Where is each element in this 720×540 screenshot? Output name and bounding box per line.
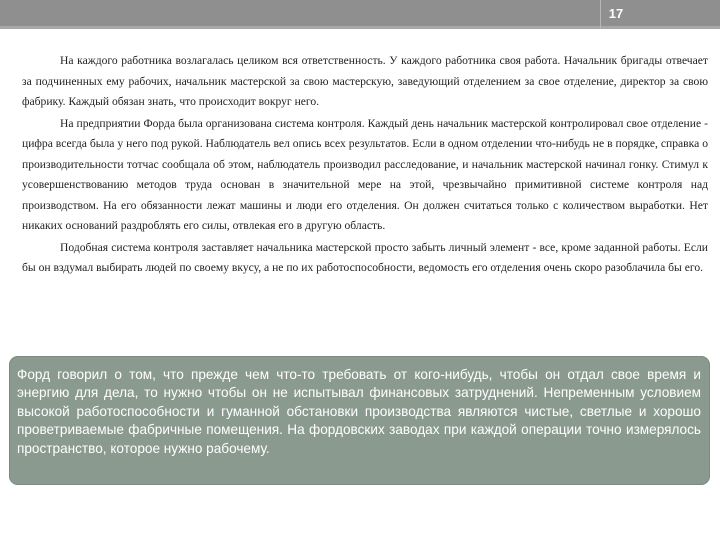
paragraph-responsibility: На каждого работника возлагалась целиком вся ответственность. У каждого работника своя работа. Начальник бригады отвечает за подчиненных ему рабочих, начальник мастерской за свою мастерскую, заведующий отделением за свое отделение, директор за свою фабрику. Каждый обязан знать, что происходит вокруг него. (22, 54, 708, 108)
header-bar-stripe (0, 26, 720, 29)
callout-text: Форд говорил о том, что прежде чем что-то требовать от кого-нибудь, чтобы он отдал свое время и энергию для дела, то нужно чтобы он не испытывал финансовых затруднений. Непременным условием высокой работоспособности и гуманной обстановки производства являются чистые, светлые и хорошо проветриваемые фабричные помещения. На фордовских заводах при каждой операции точно измерялось пространство, которое нужно рабочему. (17, 367, 701, 456)
paragraph-personal-element: Подобная система контроля заставляет начальника мастерской просто забыть личный элемент - все, кроме заданной работы. Если бы он вздумал выбирать людей по своему вкусу, а не по их работоспособности, ведомость его отделения очень скоро разоблачила бы его. (22, 240, 708, 274)
header-bar (0, 0, 720, 29)
document-body (22, 51, 708, 280)
page-number: 17 (608, 6, 624, 21)
page-number-divider (600, 0, 601, 29)
callout-box (9, 356, 710, 485)
paragraph-control-system: На предприятии Форда была организована система контроля. Каждый день начальник мастерской контролировал свое отделение - цифра всегда была у него под рукой. Наблюдатель вел опись всех результатов. Если в одном отделении что-нибудь не в порядке, справка о производительности тотчас сообщала об этом, наблюдатель производил расследование, и начальник мастерской начинал гонку. Стимул к усовершенствованию методов труда основан в значительной мере на этой, чрезвычайно примитивной системе контроля над производством. На его обязанности лежат машины и люди его отделения. Он должен считаться только с количеством выработки. Нет никаких оснований раздроблять его силы, отвлекая его в другую область. (22, 116, 708, 232)
